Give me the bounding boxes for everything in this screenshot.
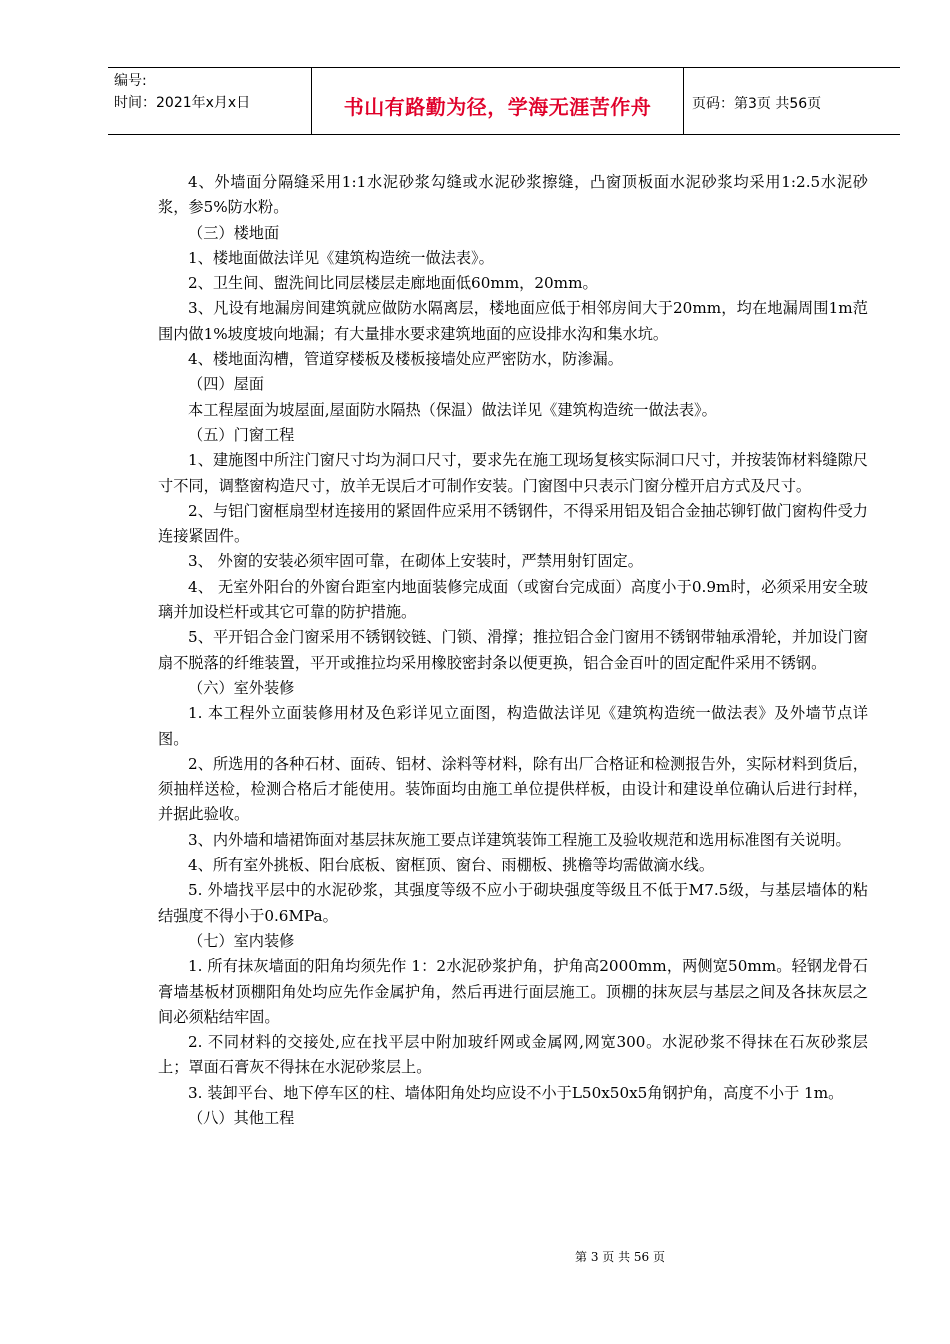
paragraph: 3、凡设有地漏房间建筑就应做防水隔离层，楼地面应低于相邻房间大于20mm，均在地漏周围1m范围内做1%坡度坡向地漏；有大量排水要求建筑地面的应设排水沟和集水坑。 bbox=[158, 299, 868, 343]
paragraph: 3、 外窗的安装必须牢固可靠，在砌体上安装时，严禁用射钉固定。 bbox=[188, 552, 643, 571]
header-page-number: 页码：第3页 共56页 bbox=[692, 96, 822, 112]
header-motto: 书山有路勤为径，学海无涯苦作舟 bbox=[343, 94, 652, 119]
paragraph: 1、建施图中所注门窗尺寸均为洞口尺寸，要求先在施工现场复核实际洞口尺寸，并按装饰材料缝隙尺寸不同，调整窗构造尺寸，放羊无误后才可制作安装。门窗图中只表示门窗分樘开启方式及尺寸。 bbox=[158, 451, 868, 495]
section-heading: （七）室内装修 bbox=[188, 931, 295, 950]
paragraph: 4、 无室外阳台的外窗台距室内地面装修完成面（或窗台完成面）高度小于0.9m时，必须采用安全玻璃并加设栏杆或其它可靠的防护措施。 bbox=[158, 577, 868, 622]
page-header bbox=[108, 67, 900, 135]
paragraph: 1. 本工程外立面装修用材及色彩详见立面图，构造做法详见《建筑构造统一做法表》及外墙节点详图。 bbox=[158, 704, 868, 748]
section-heading: （五）门窗工程 bbox=[188, 425, 295, 444]
paragraph: 5、平开铝合金门窗采用不锈钢铰链、门锁、滑撑；推拉铝合金门窗用不锈钢带轴承滑轮，并加设门窗扇不脱落的纤维装置，平开或推拉均采用橡胶密封条以便更换，铝合金百叶的固定配件采用不锈钢。 bbox=[158, 628, 868, 672]
section-heading: （六）室外装修 bbox=[188, 678, 295, 697]
paragraph: 2. 不同材料的交接处,应在找平层中附加玻纤网或金属网,网宽300。水泥砂浆不得抹在石灰砂浆层上；罩面石膏灰不得抹在水泥砂浆层上。 bbox=[158, 1033, 868, 1077]
paragraph: 1、楼地面做法详见《建筑构造统一做法表》。 bbox=[188, 248, 494, 267]
paragraph: 3、内外墙和墙裙饰面对基层抹灰施工要点详建筑装饰工程施工及验收规范和选用标准图有关说明。 bbox=[188, 830, 851, 849]
section-heading: （三）楼地面 bbox=[188, 223, 280, 242]
document-body bbox=[158, 170, 868, 1131]
paragraph: 2、所选用的各种石材、面砖、铝材、涂料等材料，除有出厂合格证和检测报告外，实际材料到货后，须抽样送检，检测合格后才能使用。装饰面均由施工单位提供样板，由设计和建设单位确认后进行封样，并据此验收。 bbox=[158, 754, 868, 824]
header-meta bbox=[108, 68, 312, 134]
document-date: 时间：2021年x月x日 bbox=[114, 95, 251, 111]
header-motto-cell bbox=[312, 68, 684, 134]
document-number-label: 编号: bbox=[114, 73, 147, 89]
paragraph: 3. 装卸平台、地下停车区的柱、墙体阳角处均应设不小于L50x50x5角钢护角，高度不小于 1m。 bbox=[188, 1083, 844, 1102]
paragraph: 4、所有室外挑板、阳台底板、窗框顶、窗台、雨棚板、挑檐等均需做滴水线。 bbox=[188, 856, 715, 875]
paragraph: 4、楼地面沟槽，管道穿楼板及楼板接墙处应严密防水，防渗漏。 bbox=[188, 350, 623, 369]
paragraph: 1. 所有抹灰墙面的阳角均须先作 1：2水泥砂浆护角，护角高2000mm，两侧宽50mm。轻钢龙骨石膏墙基板材顶棚阳角处均应先作金属护角，然后再进行面层施工。顶棚的抹灰层与基层之间及各抹灰层之间必须粘结牢固。 bbox=[158, 957, 868, 1026]
paragraph: 本工程屋面为坡屋面,屋面防水隔热（保温）做法详见《建筑构造统一做法表》。 bbox=[188, 400, 717, 419]
section-heading: （四）屋面 bbox=[188, 375, 264, 394]
paragraph: 4、外墙面分隔缝采用1:1水泥砂浆勾缝或水泥砂浆擦缝，凸窗顶板面水泥砂浆均采用1:2.5水泥砂浆，参5%防水粉。 bbox=[158, 173, 868, 217]
paragraph: 2、卫生间、盥洗间比同层楼层走廊地面低60mm，20mm。 bbox=[188, 274, 598, 293]
footer-page-number: 第 3 页 共 56 页 bbox=[575, 1250, 665, 1264]
header-page-cell bbox=[684, 68, 900, 134]
paragraph: 5. 外墙找平层中的水泥砂浆，其强度等级不应小于砌块强度等级且不低于M7.5级，与基层墙体的粘结强度不得小于0.6MPa。 bbox=[158, 881, 868, 925]
page-footer bbox=[0, 1248, 950, 1265]
section-heading: （八）其他工程 bbox=[188, 1108, 295, 1127]
paragraph: 2、与铝门窗框扇型材连接用的紧固件应采用不锈钢件，不得采用铝及铝合金抽芯铆钉做门窗构件受力连接紧固件。 bbox=[158, 501, 868, 546]
